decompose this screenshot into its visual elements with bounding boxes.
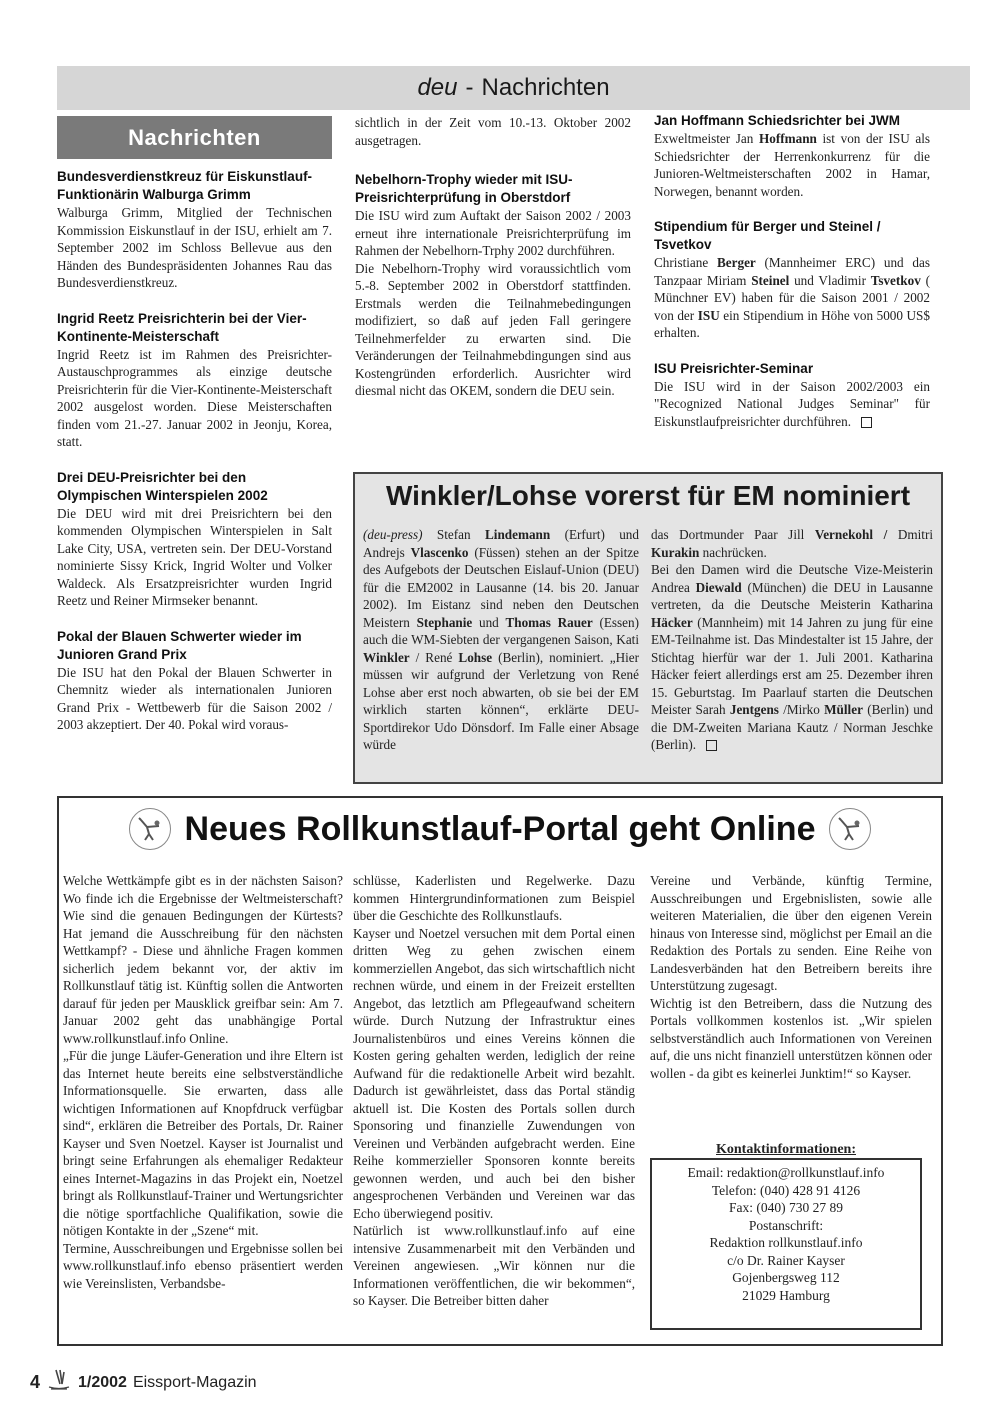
section-banner: deu - Nachrichten: [57, 66, 970, 110]
article-title: Pokal der Blauen Schwerter wieder im Junioren Grand Prix: [57, 628, 302, 662]
article-body: Exweltmeister Jan Hoffmann ist von der ISU als Schiedsrichter der Herrenkonkurrenz für die Junioren-Weltmeisterschaften 2002 in Hamar, Norwegen, benannt worden.: [654, 131, 930, 199]
end-mark-icon: [706, 740, 717, 751]
skater-icon: [129, 808, 171, 850]
article-title: ISU Preisrichter-Seminar: [654, 360, 814, 376]
winkler-article-box: [353, 472, 943, 784]
contact-phone: Telefon: (040) 428 91 4126: [711, 1182, 861, 1198]
article-title: Jan Hoffmann Schiedsrichter bei JWM: [654, 113, 901, 128]
contact-address-line: 21029 Hamburg: [742, 1287, 830, 1303]
article-body: Die ISU hat den Pokal der Blauen Schwerter in Chemnitz wieder als internationalen Junioren Grand Prix - Wettbewerb für die Saison 2002 / 2003 akzeptiert. Der 40. Pokal wird voraus-: [57, 664, 332, 732]
news-column-3: [654, 112, 930, 430]
contact-address-line: Gojenbergsweg 112: [732, 1270, 840, 1285]
banner-prefix: deu: [417, 74, 458, 101]
rollkunstlauf-headline-row: [59, 808, 941, 850]
article-body: Die ISU wird in der Saison 2002/2003 ein "Recognized National Judges Seminar" für Eiskunstlaufpreisrichter durchführen.: [654, 378, 930, 429]
article-title: Drei DEU-Preisrichter bei den Olympischen Winterspielen 2002: [57, 469, 268, 503]
section-label: Nachrichten: [57, 116, 332, 159]
page-number: 4: [30, 1372, 41, 1392]
rollkunstlauf-column-3: Vereine und Verbände, künftig Termine, Ausschreibungen und Ergebnislisten, sowie alle weiteren Materialien, die über den eigenen Verein hinaus von Interesse sind, möglichst per Email an die Redaktion des Portals zu senden. Eine Reihe von Landesverbänden hat den Betreibern bereits ihre Unterstützung zugesagt. Wichtig ist den Betreibern, dass die Nutzung des Portals vollkommen kostenlos ist. „Wir spielen selbstverständlich auch Informationen von Vereinen auf, die uns nicht finanziell unterstützen können oder wollen - da gibt es keinerlei Junktim!“ so Kayser.: [650, 873, 932, 1081]
contact-title: Kontaktinformationen:: [650, 1142, 922, 1158]
rollkunstlauf-column-2: schlüsse, Kaderlisten und Regelwerke. Dazu kommen Hintergrundinformationen zum Beispiel über die Geschichte des Rollkunstlaufs. Kayser und Noetzel versuchen mit dem Portal einen dritten Weg zu gehen zwischen einem kommerziellen Angebot, das sich wirtschaftlich nicht rechnen würde, und einem in der Freizeit erstellten Angebot, das letztlich am Pflegeaufwand scheitern würde. Durch Nutzung der Infrastruktur eines Journalistenbüros und eines Vereins können die Kosten gering gehalten werden, lediglich der reine Aufwand für die redaktionelle Arbeit wird bezahlt. Dadurch ist gewährleistet, dass das Portal ständig aktuell ist. Die Kosten des Portals sollen durch Sponsoring und finanzielle Zuwendungen von Vereinen und Verbänden aufgebracht werden. Eine Reihe kommerzieller Sponsoren konnte bereits gewonnen werden, und auch bei den bisher angesprochenen Verbänden und Vereinen war das Echo überwiegend positiv. Natürlich ist www.rollkunstlauf.info auf eine intensive Zusammenarbeit mit den Verbänden und Vereinen angewiesen. „Wir können nur die Informationen veröffentlichen, die wir bekommen“, so Kayser. Die Betreiber bitten daher: [353, 873, 635, 1308]
news-column-1: [57, 168, 332, 734]
article-title: Bundesverdienstkreuz für Eiskunstlauf-Funktionärin Walburga Grimm: [57, 169, 313, 202]
contact-address-line: Redaktion rollkunstlauf.info: [709, 1235, 863, 1250]
magazine-logo-icon: [46, 1368, 72, 1397]
article-body: Walburga Grimm, Mitglied der Technischen Kommission Eiskunstlauf in der ISU, erhielt am 7. September 2002 im Schloss Bellevue aus den Händen des Bundespräsidenten Johannes Rau das Bundesverdienstkreuz.: [57, 205, 332, 290]
article-body: Ingrid Reetz ist im Rahmen des Preisrichter-Austauschprogrammes als einzige deutsche Preisrichterin für die Vier-Kontinente-Meisterschaft 2002 ausgelost worden. Diese Meisterschaften finden vom 21.-27. Januar 2002 in Jeonju, Korea, statt.: [57, 346, 332, 449]
contact-fax: Fax: (040) 730 27 89: [729, 1200, 843, 1215]
contact-box: [650, 1158, 922, 1330]
banner-title: Nachrichten: [481, 74, 610, 101]
contact-email[interactable]: Email: redaktion@rollkunstlauf.info: [687, 1165, 885, 1180]
page-footer: [30, 1368, 257, 1397]
article-title: Ingrid Reetz Preisrichterin bei der Vier-Kontinente-Meisterschaft: [57, 310, 307, 344]
article-body: Die ISU wird zum Auftakt der Saison 2002 / 2003 erneut ihre internationale Preisrichterprüfung im Rahmen der Nebelhorn-Trphy 2002 durchführen.: [355, 208, 631, 258]
article-body: Die DEU wird mit drei Preisrichtern bei den kommenden Olympischen Winterspielen in Salt Lake City, USA, vertreten sein. Der DEU-Vorstand nominierte Sissy Krick, Ingrid Wolter und Volker Waldeck. Als Ersatzpreisrichter wurden Ingrid Reetz und Reiner Mirmseker benannt.: [57, 505, 332, 608]
skater-icon: [829, 808, 871, 850]
magazine-name: Eissport-Magazin: [132, 1373, 257, 1391]
winkler-column-right: das Dortmunder Paar Jill Vernekohl / Dmitri Kurakin nachrücken. Bei den Damen wird die Deutsche Vize-Meisterin Andrea Diewald (München) die DEU in Lausanne vertreten, da die Deutsche Meisterin Katharina Häcker (Mannheim) mit 14 Jahren zu jung für eine EM-Teilnahme ist. Das Mindestalter ist 15 Jahre, der Stichtag hierfür war der 1. Juli 2001. Katharina Häcker feiert allerdings erst am 25. Dezember ihren 15. Geburtstag. Im Paarlauf starten die Deutschen Meister Sarah Jentgens /Mirko Müller (Berlin) und die DM-Zweiten Mariana Kautz / Norman Jeschke (Berlin).: [651, 527, 934, 752]
winkler-column-left: (deu-press) Stefan Lindemann (Erfurt) und Andrejs Vlascenko (Füssen) stehen an der Spitze des Aufgebots der Deutschen Eislauf-Union (DEU) für die EM2002 in Lausanne (14. bis 20. Januar 2002). Im Eistanz sind neben den Deutschen Meistern Stephanie und Thomas Rauer (Essen) auch die WM-Siebten der vergangenen Saison, Kati Winkler / René Lohse (Berlin), nominiert. „Hier müssen wir aufgrund der Verletzung von René Lohse aber erst noch abwarten, ob sie bei der EM wirklich starten können“, erklärte DEU-Sportdirekor Udo Dönsdorf. Im Falle einer Absage würde: [363, 527, 640, 752]
rollkunstlauf-title: Neues Rollkunstlauf-Portal geht Online: [184, 809, 816, 848]
article-continuation: sichtlich in der Zeit vom 10.-13. Oktober 2002 ausgetragen.: [355, 115, 631, 148]
contact-address-label: Postanschrift:: [748, 1217, 824, 1233]
article-title: Stipendium für Berger und Steinel / Tsvetkov: [654, 219, 881, 252]
article-body: Die Nebelhorn-Trophy wird voraussichtlich vom 5.-8. September 2002 in Oberstdorf stattfinden. Erstmals werden die Teilnahmebedingungen modifiziert, so daß auf jeden Fall geringere Teilnehmerfelder zu erwarten sind. Die Veränderungen der Teilnahmebdingungen sind aus Kostengründen erforderlich. Ausrichter wird diesmal nicht das OKEM, sondern die DEU sein.: [355, 260, 631, 398]
rollkunstlauf-column-1: Welche Wettkämpfe gibt es in der nächsten Saison? Wo finde ich die Ergebnisse der Weltmeisterschaft? Wie sind die genauen Bedingungen der Kürtests? Hat jemand die Ausschreibung für den nächsten Wettkampf? - Diese und ähnliche Fragen kommen sicherlich jedem bekannt vor, der aktiv im Rollkunstlauf tätig ist. Künftig sollen die Antworten darauf für jeden per Mausklick greifbar sein: Am 7. Januar 2002 geht das unabhängige Portal www.rollkunstlauf.info Online. „Für die junge Läufer-Generation und ihre Eltern ist das Internet heute bereits eine selbstverständliche Informationsquelle. Sie erwarten, dass alle wichtigen Informationen auf Knopfdruck verfügbar sind“, erklären die Betreiber des Portals, Dr. Rainer Kayser und Sven Noetzel. Kayser ist Journalist und bringt seine Erfahrungen als ehemaliger Redakteur eines Internet-Magazins in das Projekt ein, Noetzel bringt als Rollkunstlauf-Trainer und Wertungsrichter die nötige sportfachliche Qualifikation, sowie die nötigen Kontakte in der „Szene“ mit. Termine, Ausschreibungen und Ergebnisse sollen bei www.rollkunstlauf.info ebenso präsentiert werden wie Vereinslisten, Verbandsbe-: [63, 873, 343, 1291]
winkler-headline: Winkler/Lohse vorerst für EM nominiert: [385, 480, 911, 511]
news-column-2: [355, 114, 631, 400]
issue-number: 1/2002: [78, 1373, 127, 1391]
contact-address-line: c/o Dr. Rainer Kayser: [727, 1252, 845, 1268]
article-body: Christiane Berger (Mannheimer ERC) und das Tanzpaar Miriam Steinel und Vladimir Tsvetkov ( Münchner EV) haben für die Saison 2001 / 2002 von der ISU ein Stipendium in Höhe von 5000 US$ erhalten.: [654, 255, 930, 340]
article-title: Nebelhorn-Trophy wieder mit ISU-Preisrichterprüfung in Oberstdorf: [355, 172, 573, 205]
end-mark-icon: [861, 417, 872, 428]
